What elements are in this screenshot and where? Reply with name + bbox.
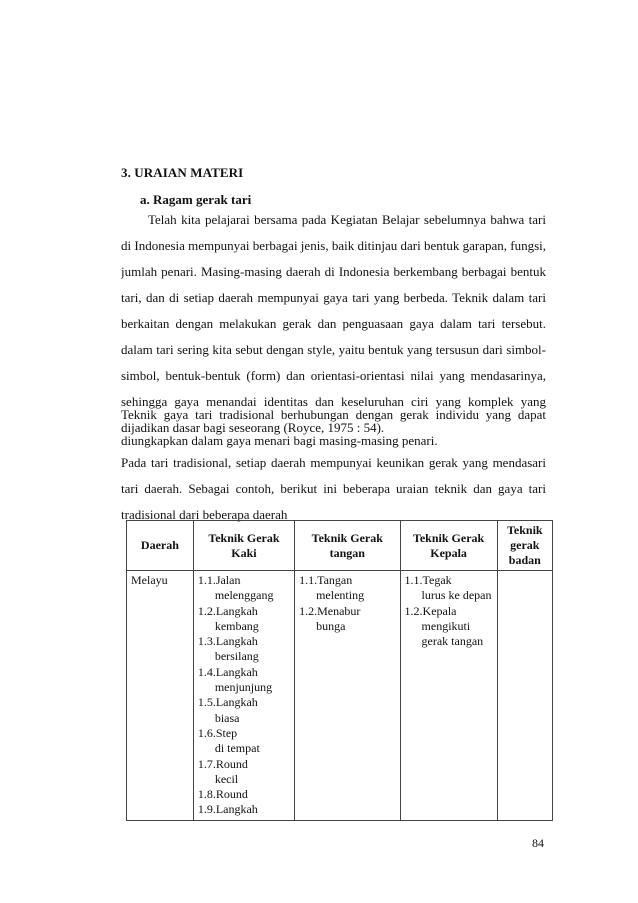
text-line: jumlah penari. Masing-masing daerah di Indonesia berkembang berbagai bentuk: [121, 264, 546, 279]
list-item-number: 1.7.Round: [197, 756, 248, 771]
list-item-number: 1.2.Kepala: [404, 603, 457, 618]
list-item: [198, 787, 290, 802]
header-kaki: Teknik Gerak Kaki: [193, 521, 294, 571]
section-heading: 3. URAIAN MATERI: [121, 165, 244, 180]
text-line: tradisional dari beberapa daerah: [121, 507, 288, 522]
list-item-number: 1.4.Langkah: [197, 664, 258, 679]
list-item: [198, 802, 290, 817]
text-line: simbol, bentuk-bentuk (form) dan orientasi-orientasi nilai yang mendasarinya,: [121, 368, 546, 383]
sub-heading: a. Ragam gerak tari: [140, 192, 252, 207]
list-item: [198, 695, 290, 726]
list-item-continuation: melenggang: [214, 588, 274, 603]
list-item: [198, 604, 290, 635]
list-item-number: 1.1.Tegak: [404, 573, 452, 587]
header-badan: Teknik gerak badan: [497, 521, 552, 571]
text-line: Telah kita pelajarai bersama pada Kegiatan Belajar sebelumnya bahwa tari: [148, 212, 546, 227]
list-item-number: 1.6.Step: [197, 725, 238, 740]
list-item: [198, 665, 290, 696]
teknik-gerak-table: [126, 520, 553, 821]
list-item-number: 1.2.Menabur: [299, 603, 361, 618]
paragraph-tari-tradisional: [121, 450, 546, 528]
text-line: dalam tari sering kita sebut dengan style, yaitu bentuk yang tersusun dari simbol-: [121, 342, 546, 357]
header-daerah: Daerah: [127, 521, 194, 571]
list-item-number: 1.1.Tangan: [299, 573, 353, 587]
list-item-number: 1.5.Langkah: [197, 695, 258, 710]
paragraph-teknik-gaya: [121, 402, 546, 454]
cell-kaki: [193, 571, 294, 821]
text-line: sehingga gaya menandai identitas dan keseluruhan ciri yang komplek yang: [121, 394, 546, 409]
cell-tangan: [295, 571, 400, 821]
text-line: berkaitan dengan melakukan gerak dan penguasaan gaya dalam tari tersebut.: [121, 316, 546, 331]
list-item: [299, 604, 395, 635]
cell-badan: [497, 571, 552, 821]
list-item-continuation: biasa: [214, 710, 240, 725]
text-line: dijadikan dasar bagi seseorang (Royce, 1975 : 54).: [121, 420, 385, 435]
text-line: Pada tari tradisional, setiap daerah mempunyai keunikan gerak yang mendasari: [121, 455, 546, 470]
list-item-number: 1.8.Round: [197, 787, 248, 802]
list-item-continuation: menjunjung: [214, 680, 273, 695]
text-line: Teknik gaya tari tradisional berhubungan dengan gerak individu yang dapat: [121, 407, 546, 422]
page-number: 84: [532, 836, 544, 850]
list-item: [405, 573, 493, 604]
list-item-continuation: melenting: [316, 588, 365, 603]
list-item: [198, 634, 290, 665]
list-item-number: 1.2.Langkah: [197, 603, 258, 618]
list-item: [198, 573, 290, 604]
list-item-continuation: mengikuti gerak tangan: [421, 618, 484, 649]
list-item: [198, 757, 290, 788]
list-item: [405, 604, 493, 650]
table-header-row: [127, 521, 553, 571]
list-item-continuation: lurus ke depan: [421, 588, 492, 603]
list-item-number: 1.1.Jalan: [197, 573, 241, 587]
text-line: tari daerah. Sebagai contoh, berikut ini beberapa uraian teknik dan gaya tari: [121, 481, 546, 496]
cell-kepala: [400, 571, 497, 821]
list-item-continuation: di tempat: [214, 741, 260, 756]
list-item-continuation: bunga: [316, 618, 346, 633]
list-item-continuation: kecil: [214, 771, 239, 786]
cell-daerah: Melayu: [127, 571, 194, 821]
list-item: [198, 726, 290, 757]
text-line: di Indonesia mempunyai berbagai jenis, baik ditinjau dari bentuk garapan, fungsi,: [121, 238, 546, 253]
header-kepala: Teknik Gerak Kepala: [400, 521, 497, 571]
text-line: diungkapkan dalam gaya menari bagi masing-masing penari.: [121, 433, 438, 448]
table-row: [127, 571, 553, 821]
list-item-number: 1.3.Langkah: [197, 634, 258, 649]
list-item-continuation: kembang: [214, 618, 259, 633]
list-item-continuation: bersilang: [214, 649, 259, 664]
header-tangan: Teknik Gerak tangan: [295, 521, 400, 571]
list-item-number: 1.9.Langkah: [197, 802, 258, 817]
text-line: tari, dan di setiap daerah mempunyai gaya tari yang berbeda. Teknik dalam tari: [121, 290, 546, 305]
list-item: [299, 573, 395, 604]
